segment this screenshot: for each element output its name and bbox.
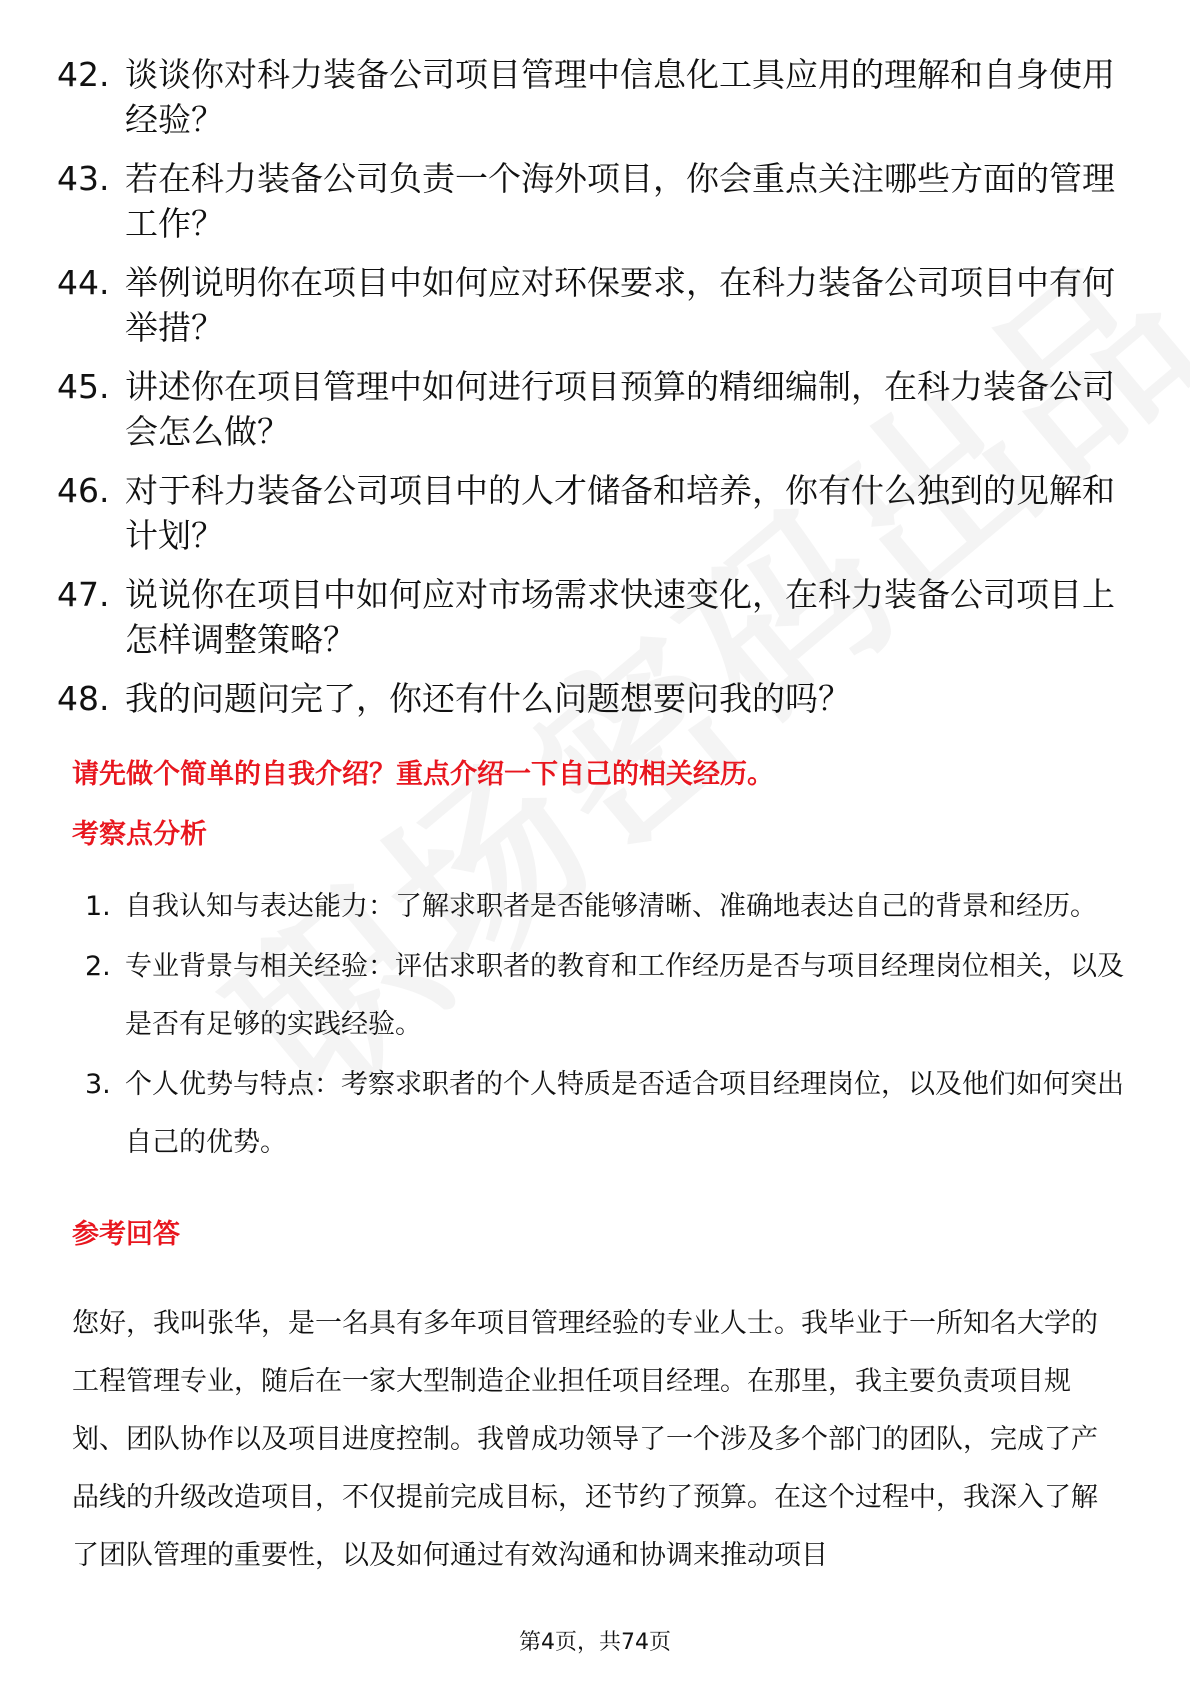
highlight-question: 请先做个简单的自我介绍？重点介绍一下自己的相关经历。 <box>72 759 774 790</box>
question-text: 谈谈你对科力装备公司项目管理中信息化工具应用的理解和自身使用经验？ <box>125 55 1115 139</box>
analysis-point <box>85 878 1130 936</box>
point-number: 2. <box>85 951 111 982</box>
question-item <box>57 676 1117 721</box>
question-list <box>57 52 1117 735</box>
question-number: 43. <box>57 159 110 198</box>
point-number: 1. <box>85 891 111 922</box>
analysis-title: 考察点分析 <box>72 819 207 850</box>
question-number: 44. <box>57 263 110 302</box>
question-number: 42. <box>57 55 110 94</box>
question-number: 45. <box>57 367 110 406</box>
question-number: 47. <box>57 575 110 614</box>
reference-answer: 您好，我叫张华，是一名具有多年项目管理经验的专业人士。我毕业于一所知名大学的工程管理专业，随后在一家大型制造企业担任项目经理。在那里，我主要负责项目规划、团队协作以及项目进度控制。我曾成功领导了一个涉及多个部门的团队，完成了产品线的升级改造项目，不仅提前完成目标，还节约了预算。在这个过程中，我深入了解了团队管理的重要性，以及如何通过有效沟通和协调来推动项目 <box>72 1308 1098 1571</box>
point-number: 3. <box>85 1069 111 1100</box>
question-text: 讲述你在项目管理中如何进行项目预算的精细编制，在科力装备公司会怎么做？ <box>125 367 1115 451</box>
question-text: 若在科力装备公司负责一个海外项目，你会重点关注哪些方面的管理工作？ <box>125 159 1115 243</box>
question-number: 46. <box>57 471 110 510</box>
reference-title: 参考回答 <box>72 1219 180 1250</box>
question-text: 我的问题问完了，你还有什么问题想要问我的吗？ <box>125 679 851 718</box>
analysis-point <box>85 938 1130 1054</box>
question-number: 48. <box>57 679 110 718</box>
analysis-point <box>85 1056 1130 1172</box>
question-text: 对于科力装备公司项目中的人才储备和培养，你有什么独到的见解和计划？ <box>125 471 1115 555</box>
question-text: 举例说明你在项目中如何应对环保要求，在科力装备公司项目中有何举措？ <box>125 263 1115 347</box>
question-text: 说说你在项目中如何应对市场需求快速变化，在科力装备公司项目上怎样调整策略？ <box>125 575 1115 659</box>
point-text: 个人优势与特点：考察求职者的个人特质是否适合项目经理岗位，以及他们如何突出自己的优势。 <box>125 1069 1124 1158</box>
question-item <box>57 52 1117 142</box>
point-text: 自我认知与表达能力：了解求职者是否能够清晰、准确地表达自己的背景和经历。 <box>125 891 1097 922</box>
question-item <box>57 260 1117 350</box>
question-item <box>57 468 1117 558</box>
analysis-points <box>85 878 1130 1174</box>
question-item <box>57 364 1117 454</box>
question-item <box>57 572 1117 662</box>
question-item <box>57 156 1117 246</box>
page-number: 第4页，共74页 <box>519 1630 671 1655</box>
point-text: 专业背景与相关经验：评估求职者的教育和工作经历是否与项目经理岗位相关，以及是否有足够的实践经验。 <box>125 951 1124 1040</box>
